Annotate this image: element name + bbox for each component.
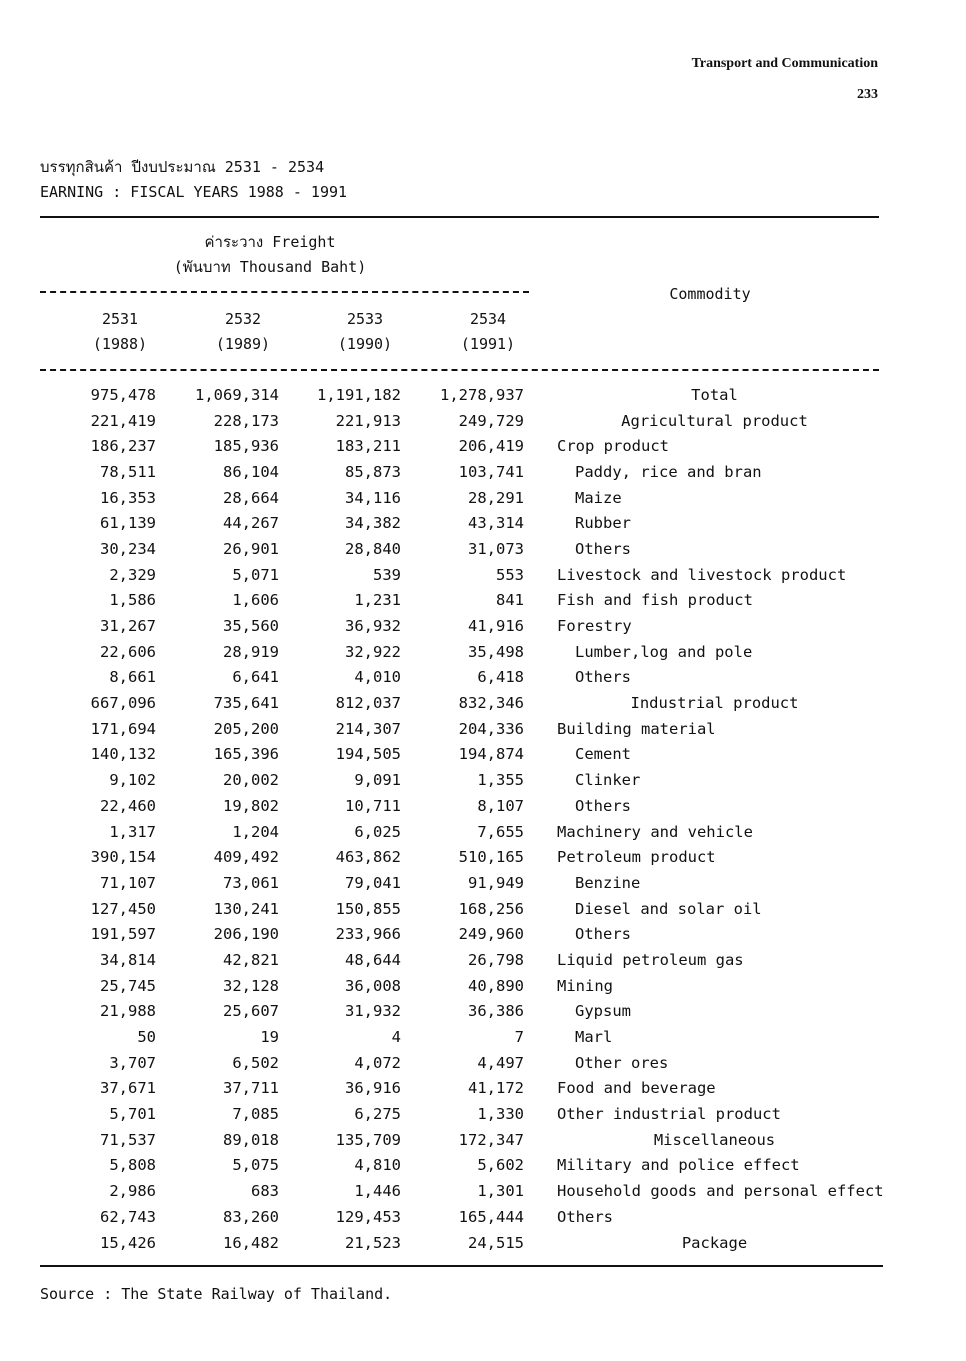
value-cell-2531: 667,096: [90, 694, 156, 713]
value-cell-2533: 6,275: [354, 1105, 401, 1124]
table-row: [40, 716, 905, 742]
value-cell-2533: 183,211: [335, 437, 401, 456]
value-cell-2533: 36,932: [345, 617, 401, 636]
value-cell-2534: 26,798: [468, 950, 524, 969]
table-row: [40, 921, 905, 947]
commodity-label: Agricultural product: [621, 411, 808, 430]
value-cell-2534: 5,602: [477, 1156, 524, 1175]
value-cell-2531: 9,102: [109, 771, 156, 790]
commodity-label: Lumber,log and pole: [575, 642, 753, 661]
value-cell-2531: 221,419: [90, 411, 156, 430]
value-cell-2532: 20,002: [223, 771, 279, 790]
commodity-label: Others: [575, 539, 631, 558]
value-cell-2533: 32,922: [345, 642, 401, 661]
value-cell-2533: 4,072: [354, 1053, 401, 1072]
value-cell-2532: 28,919: [223, 642, 279, 661]
value-cell-2531: 31,267: [100, 617, 156, 636]
commodity-label: Other industrial product: [557, 1105, 781, 1124]
table-row: [40, 1076, 905, 1102]
value-cell-2531: 37,671: [100, 1079, 156, 1098]
value-cell-2533: 9,091: [354, 771, 401, 790]
commodity-label: Crop product: [557, 437, 669, 456]
value-cell-2532: 185,936: [213, 437, 279, 456]
table-row: [40, 896, 905, 922]
commodity-label: Clinker: [575, 771, 641, 790]
value-cell-2533: 85,873: [345, 462, 401, 481]
value-cell-2532: 5,075: [232, 1156, 279, 1175]
commodity-label: Diesel and solar oil: [575, 899, 762, 918]
value-cell-2531: 191,597: [90, 925, 156, 944]
table-row: [40, 1050, 905, 1076]
table-row: [40, 947, 905, 973]
table-row: [40, 1204, 905, 1230]
value-cell-2533: 221,913: [335, 411, 401, 430]
value-cell-2534: 36,386: [468, 1002, 524, 1021]
value-cell-2533: 34,382: [345, 514, 401, 533]
value-cell-2533: 539: [373, 565, 401, 584]
value-cell-2532: 165,396: [213, 745, 279, 764]
value-cell-2534: 553: [496, 565, 524, 584]
value-cell-2532: 73,061: [223, 873, 279, 892]
value-cell-2533: 1,446: [354, 1182, 401, 1201]
commodity-label: Paddy, rice and bran: [575, 462, 762, 481]
value-cell-2532: 42,821: [223, 950, 279, 969]
value-cell-2531: 3,707: [109, 1053, 156, 1072]
value-cell-2532: 1,069,314: [195, 385, 279, 404]
value-cell-2533: 194,505: [335, 745, 401, 764]
value-cell-2533: 1,191,182: [317, 385, 401, 404]
commodity-label: Forestry: [557, 617, 632, 636]
value-cell-2533: 6,025: [354, 822, 401, 841]
value-cell-2532: 28,664: [223, 488, 279, 507]
table-row: [40, 1127, 905, 1153]
table-row: [40, 844, 905, 870]
value-cell-2532: 206,190: [213, 925, 279, 944]
table-row: [40, 382, 905, 408]
value-cell-2532: 1,606: [232, 591, 279, 610]
value-cell-2533: 36,916: [345, 1079, 401, 1098]
value-cell-2532: 37,711: [223, 1079, 279, 1098]
value-cell-2531: 5,808: [109, 1156, 156, 1175]
value-cell-2531: 71,107: [100, 873, 156, 892]
value-cell-2534: 841: [496, 591, 524, 610]
value-cell-2532: 16,482: [223, 1233, 279, 1252]
value-cell-2533: 233,966: [335, 925, 401, 944]
value-cell-2533: 31,932: [345, 1002, 401, 1021]
commodity-label: Livestock and livestock product: [557, 565, 847, 584]
table-row: [40, 1153, 905, 1179]
value-cell-2533: 34,116: [345, 488, 401, 507]
value-cell-2534: 41,916: [468, 617, 524, 636]
year-column-header: 2531 (1988): [92, 310, 148, 353]
value-cell-2531: 8,661: [109, 668, 156, 687]
value-cell-2533: 1,231: [354, 591, 401, 610]
commodity-label: Liquid petroleum gas: [557, 950, 744, 969]
table-row: [40, 742, 905, 768]
table-row: [40, 1178, 905, 1204]
value-cell-2531: 1,586: [109, 591, 156, 610]
table-row: [40, 819, 905, 845]
value-cell-2532: 1,204: [232, 822, 279, 841]
value-cell-2531: 186,237: [90, 437, 156, 456]
value-cell-2534: 103,741: [458, 462, 524, 481]
value-cell-2531: 78,511: [100, 462, 156, 481]
value-cell-2534: 6,418: [477, 668, 524, 687]
value-cell-2534: 1,355: [477, 771, 524, 790]
freight-header-line1: ค่าระวาง Freight: [204, 233, 336, 251]
value-cell-2531: 21,988: [100, 1002, 156, 1021]
value-cell-2533: 48,644: [345, 950, 401, 969]
commodity-label: Marl: [575, 1028, 613, 1047]
value-cell-2534: 1,330: [477, 1105, 524, 1124]
value-cell-2532: 89,018: [223, 1130, 279, 1149]
value-cell-2533: 4,810: [354, 1156, 401, 1175]
table-row: [40, 793, 905, 819]
commodity-label: Rubber: [575, 514, 631, 533]
table-row: [40, 639, 905, 665]
table-row: [40, 1024, 905, 1050]
table-row: [40, 870, 905, 896]
value-cell-2531: 5,701: [109, 1105, 156, 1124]
value-cell-2534: 510,165: [458, 848, 524, 867]
table-row: [40, 690, 905, 716]
table-row: [40, 613, 905, 639]
table-row: [40, 999, 905, 1025]
table-row: [40, 588, 905, 614]
commodity-label: Others: [575, 796, 631, 815]
value-cell-2533: 150,855: [335, 899, 401, 918]
value-cell-2534: 91,949: [468, 873, 524, 892]
commodity-label: Others: [557, 1207, 613, 1226]
value-cell-2534: 7: [514, 1028, 524, 1047]
commodity-label: Other ores: [575, 1053, 669, 1072]
table-row: [40, 510, 905, 536]
value-cell-2532: 130,241: [213, 899, 279, 918]
value-cell-2532: 205,200: [213, 719, 279, 738]
earning-table: [40, 382, 905, 1255]
table-row: [40, 433, 905, 459]
value-cell-2531: 127,450: [90, 899, 156, 918]
value-cell-2534: 165,444: [458, 1207, 524, 1226]
value-cell-2531: 975,478: [90, 385, 156, 404]
value-cell-2534: 249,729: [458, 411, 524, 430]
value-cell-2532: 26,901: [223, 539, 279, 558]
commodity-header: Commodity: [669, 285, 751, 303]
table-row: [40, 1101, 905, 1127]
value-cell-2531: 16,353: [100, 488, 156, 507]
value-cell-2533: 10,711: [345, 796, 401, 815]
value-cell-2531: 171,694: [90, 719, 156, 738]
freight-group-header: [160, 230, 380, 280]
value-cell-2531: 50: [137, 1028, 156, 1047]
value-cell-2531: 15,426: [100, 1233, 156, 1252]
value-cell-2533: 812,037: [335, 694, 401, 713]
value-cell-2532: 32,128: [223, 976, 279, 995]
value-cell-2534: 206,419: [458, 437, 524, 456]
value-cell-2533: 4,010: [354, 668, 401, 687]
value-cell-2532: 735,641: [213, 694, 279, 713]
value-cell-2534: 194,874: [458, 745, 524, 764]
title-thai: บรรทุกสินค้า ปีงบประมาณ 2531 - 2534: [40, 158, 325, 176]
table-row: [40, 408, 905, 434]
value-cell-2532: 86,104: [223, 462, 279, 481]
year-column-header: 2533 (1990): [337, 310, 393, 353]
value-cell-2534: 249,960: [458, 925, 524, 944]
value-cell-2531: 22,460: [100, 796, 156, 815]
title-english: EARNING : FISCAL YEARS 1988 - 1991: [40, 183, 348, 201]
value-cell-2534: 24,515: [468, 1233, 524, 1252]
value-cell-2531: 61,139: [100, 514, 156, 533]
value-cell-2532: 228,173: [213, 411, 279, 430]
value-cell-2531: 390,154: [90, 848, 156, 867]
value-cell-2531: 34,814: [100, 950, 156, 969]
commodity-label: Miscellaneous: [653, 1130, 776, 1149]
value-cell-2533: 135,709: [335, 1130, 401, 1149]
commodity-label: Mining: [557, 976, 613, 995]
value-cell-2533: 28,840: [345, 539, 401, 558]
table-title: [40, 155, 347, 205]
commodity-label: Others: [575, 925, 631, 944]
commodity-label: Food and beverage: [557, 1079, 716, 1098]
commodity-label: Household goods and personal effect: [557, 1182, 884, 1201]
source-note: Source : The State Railway of Thailand.: [40, 1285, 393, 1303]
value-cell-2532: 19,802: [223, 796, 279, 815]
value-cell-2533: 36,008: [345, 976, 401, 995]
value-cell-2533: 463,862: [335, 848, 401, 867]
table-row: [40, 536, 905, 562]
value-cell-2532: 19: [260, 1028, 279, 1047]
value-cell-2532: 25,607: [223, 1002, 279, 1021]
value-cell-2532: 35,560: [223, 617, 279, 636]
table-row: [40, 973, 905, 999]
commodity-label: Military and police effect: [557, 1156, 800, 1175]
year-column-header: 2534 (1991): [460, 310, 516, 353]
value-cell-2531: 71,537: [100, 1130, 156, 1149]
value-cell-2531: 2,329: [109, 565, 156, 584]
top-rule: [40, 216, 879, 218]
commodity-label: Building material: [557, 719, 716, 738]
value-cell-2534: 35,498: [468, 642, 524, 661]
value-cell-2531: 22,606: [100, 642, 156, 661]
table-row: [40, 665, 905, 691]
commodity-label: Gypsum: [575, 1002, 631, 1021]
value-cell-2534: 28,291: [468, 488, 524, 507]
page-number: 233: [857, 87, 878, 102]
value-cell-2532: 6,502: [232, 1053, 279, 1072]
commodity-label: Machinery and vehicle: [557, 822, 753, 841]
commodity-label: Benzine: [575, 873, 641, 892]
value-cell-2534: 1,301: [477, 1182, 524, 1201]
value-cell-2534: 8,107: [477, 796, 524, 815]
column-header-dashed-rule: [40, 369, 879, 371]
commodity-label: Petroleum product: [557, 848, 716, 867]
value-cell-2534: 43,314: [468, 514, 524, 533]
value-cell-2533: 214,307: [335, 719, 401, 738]
commodity-label: Fish and fish product: [557, 591, 753, 610]
running-header: Transport and Communication: [691, 56, 878, 71]
value-cell-2531: 30,234: [100, 539, 156, 558]
value-cell-2532: 5,071: [232, 565, 279, 584]
value-cell-2534: 172,347: [458, 1130, 524, 1149]
value-cell-2534: 31,073: [468, 539, 524, 558]
table-row: [40, 767, 905, 793]
commodity-label: Cement: [575, 745, 631, 764]
value-cell-2532: 7,085: [232, 1105, 279, 1124]
value-cell-2534: 7,655: [477, 822, 524, 841]
value-cell-2534: 204,336: [458, 719, 524, 738]
year-column-header: 2532 (1989): [215, 310, 271, 353]
commodity-label: Industrial product: [630, 694, 799, 713]
value-cell-2534: 41,172: [468, 1079, 524, 1098]
commodity-label: Package: [681, 1233, 748, 1252]
table-row: [40, 1230, 905, 1256]
value-cell-2534: 4,497: [477, 1053, 524, 1072]
header-dashed-rule: [40, 291, 529, 293]
bottom-rule: [40, 1265, 883, 1267]
value-cell-2534: 1,278,937: [440, 385, 524, 404]
value-cell-2533: 79,041: [345, 873, 401, 892]
table-row: [40, 459, 905, 485]
value-cell-2531: 2,986: [109, 1182, 156, 1201]
table-row: [40, 562, 905, 588]
value-cell-2531: 25,745: [100, 976, 156, 995]
freight-header-line2: (พันบาท Thousand Baht): [173, 258, 367, 276]
value-cell-2533: 129,453: [335, 1207, 401, 1226]
value-cell-2532: 683: [251, 1182, 279, 1201]
value-cell-2534: 40,890: [468, 976, 524, 995]
value-cell-2531: 1,317: [109, 822, 156, 841]
value-cell-2532: 83,260: [223, 1207, 279, 1226]
value-cell-2534: 832,346: [458, 694, 524, 713]
value-cell-2534: 168,256: [458, 899, 524, 918]
value-cell-2533: 4: [391, 1028, 401, 1047]
value-cell-2532: 6,641: [232, 668, 279, 687]
value-cell-2531: 62,743: [100, 1207, 156, 1226]
value-cell-2531: 140,132: [90, 745, 156, 764]
value-cell-2532: 44,267: [223, 514, 279, 533]
commodity-label: Total: [691, 385, 738, 404]
commodity-label: Others: [575, 668, 631, 687]
value-cell-2532: 409,492: [213, 848, 279, 867]
value-cell-2533: 21,523: [345, 1233, 401, 1252]
commodity-label: Maize: [575, 488, 622, 507]
table-row: [40, 485, 905, 511]
